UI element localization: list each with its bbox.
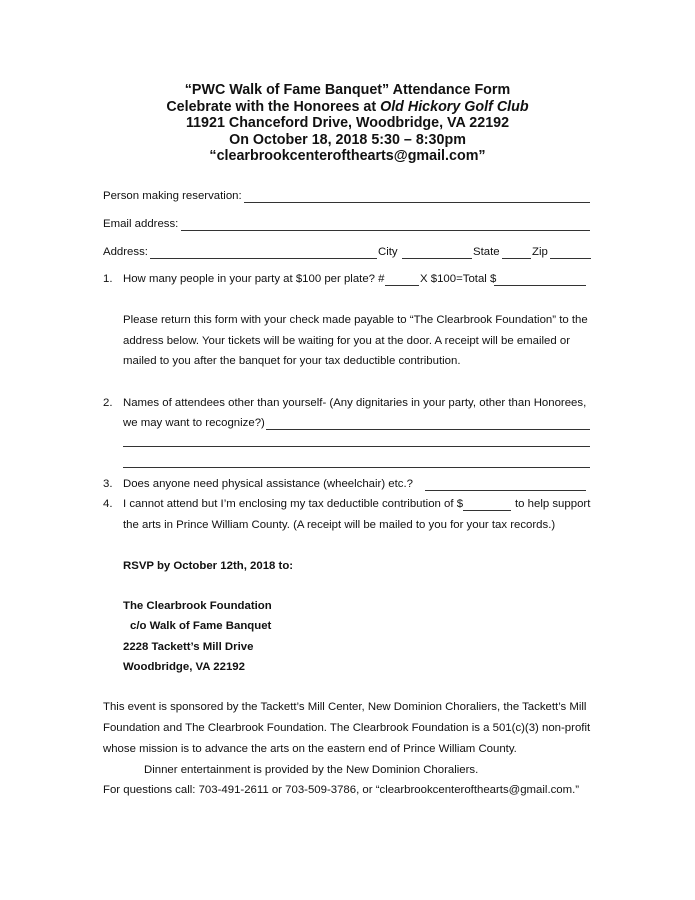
celebrate-line [0, 99, 695, 116]
rsvp-address-4: Woodbridge, VA 22192 [123, 661, 245, 673]
person-field[interactable] [244, 202, 590, 203]
email-label: Email address: [103, 218, 179, 230]
rsvp-heading: RSVP by October 12th, 2018 to: [123, 560, 294, 572]
celebrate-prefix: Celebrate with the Honorees at [166, 98, 381, 115]
city-label: City [378, 246, 398, 258]
zip-field[interactable] [550, 258, 591, 259]
questions-contact: For questions call: 703-491-2611 or 703-509-3786, or “clearbrookcenterofthearts@gmail.com.” [103, 784, 580, 796]
person-label: Person making reservation: [103, 190, 242, 202]
email-row [103, 217, 178, 231]
entertainment-text: Dinner entertainment is provided by the New Dominion Choraliers. [144, 764, 479, 776]
address-field[interactable] [150, 258, 377, 259]
form-title: “PWC Walk of Fame Banquet” Attendance Form [184, 82, 511, 98]
rsvp-address-3: 2228 Tackett’s Mill Drive [123, 641, 254, 653]
q3-text: Does anyone need physical assistance (wheelchair) etc.? [123, 478, 413, 490]
venue-address: 11921 Chanceford Drive, Woodbridge, VA 22192 [185, 115, 510, 132]
q2-number: 2. [103, 397, 113, 409]
attendee-names-field-1[interactable] [266, 429, 590, 430]
q2-text-1: Names of attendees other than yourself- (Any dignitaries in your party, other than Honorees, [123, 397, 587, 409]
rsvp-address-1: The Clearbrook Foundation [123, 600, 272, 612]
q4-number: 4. [103, 498, 113, 510]
q4-text-1b: to help support [515, 498, 591, 510]
address-label: Address: [103, 246, 148, 258]
sponsor-text-3: whose mission is to advance the arts on the eastern end of Prince William County. [103, 743, 517, 755]
zip-label: Zip [532, 246, 548, 258]
q2-text-2: we may want to recognize?) [123, 417, 265, 429]
q1-total-field[interactable] [494, 285, 586, 286]
form-header [0, 82, 695, 165]
attendee-names-field-2[interactable] [123, 446, 590, 447]
return-instructions-2: address below. Your tickets will be waiting for you at the door. A receipt will be emailed or [123, 335, 571, 347]
q4-text-2: the arts in Prince William County. (A receipt will be mailed to you for your tax records.) [123, 519, 556, 531]
q1-number: 1. [103, 273, 113, 285]
assistance-field[interactable] [425, 490, 586, 491]
state-label: State [473, 246, 500, 258]
city-field[interactable] [402, 258, 472, 259]
attendee-names-field-3[interactable] [123, 467, 590, 468]
sponsor-text-2: Foundation and The Clearbrook Foundation. The Clearbrook Foundation is a 501(c)(3) non-profit [103, 722, 591, 734]
contribution-amount-field[interactable] [463, 510, 511, 511]
return-instructions-3: mailed to you after the banquet for your tax deductible contribution. [123, 355, 461, 367]
q1-count-field[interactable] [385, 285, 419, 286]
contact-email-header: “clearbrookcenterofthearts@gmail.com” [209, 148, 486, 165]
person-row [103, 189, 242, 203]
q1-text: How many people in your party at $100 per plate? # [123, 273, 385, 285]
q3-number: 3. [103, 478, 113, 490]
sponsor-text-1: This event is sponsored by the Tackett’s Mill Center, New Dominion Choraliers, the Tackett’s Mill [103, 701, 587, 713]
return-instructions-1: Please return this form with your check made payable to “The Clearbrook Foundation” to the [123, 314, 588, 326]
q4-text-1a: I cannot attend but I’m enclosing my tax deductible contribution of $ [123, 498, 464, 510]
q1-mid-text: X $100=Total $ [420, 273, 497, 285]
event-date: On October 18, 2018 5:30 – 8:30pm [229, 131, 466, 148]
state-field[interactable] [502, 258, 531, 259]
rsvp-address-2: c/o Walk of Fame Banquet [130, 620, 272, 632]
email-field[interactable] [181, 230, 590, 231]
venue-name: Old Hickory Golf Club [380, 98, 529, 115]
